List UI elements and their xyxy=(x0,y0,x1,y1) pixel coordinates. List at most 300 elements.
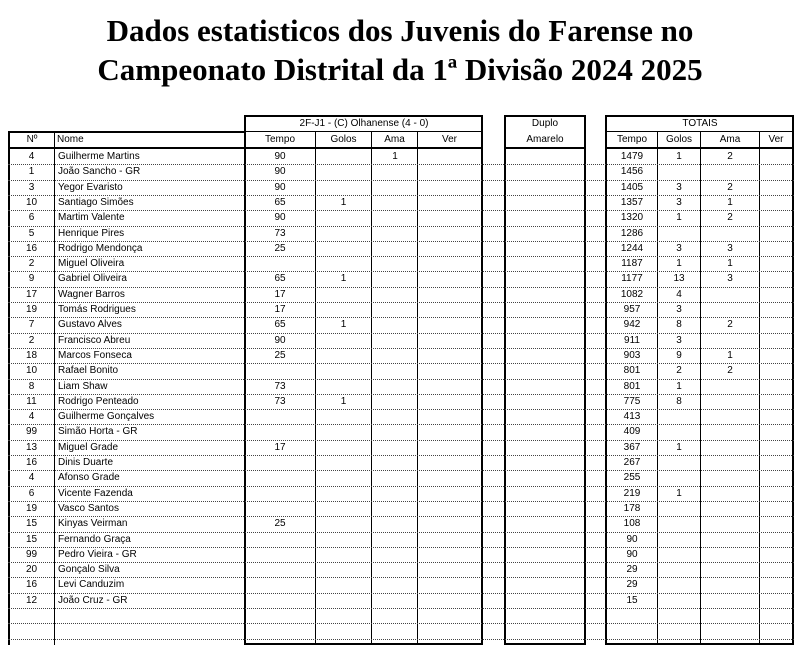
cell-tempo xyxy=(246,409,314,424)
game-title-header: 2F-J1 - (C) Olhanense (4 - 0) xyxy=(299,118,429,129)
name-header: Nome xyxy=(57,134,84,145)
cell-name: Yegor Evaristo xyxy=(58,182,123,193)
cell-num: 10 xyxy=(25,197,38,208)
cell-t-golos xyxy=(658,516,700,531)
cell-t-tempo: 29 xyxy=(626,564,638,575)
num-header: Nº xyxy=(26,134,38,145)
cell-ama xyxy=(373,547,417,562)
cell-t-ama xyxy=(701,455,759,470)
cell-num: 3 xyxy=(28,182,35,193)
cell-ama xyxy=(373,241,417,256)
cell-num: 12 xyxy=(25,595,38,606)
cell-tempo: 73 xyxy=(274,396,286,407)
cell-num: 2 xyxy=(28,335,35,346)
cell-ama xyxy=(373,195,417,210)
cell-ver xyxy=(419,195,481,210)
cell-tempo xyxy=(246,532,314,547)
cell-ama xyxy=(373,164,417,179)
cell-tempo: 17 xyxy=(274,442,286,453)
cell-tempo xyxy=(246,562,314,577)
cell-ama xyxy=(373,501,417,516)
cell-golos xyxy=(316,532,371,547)
cell-t-golos: 4 xyxy=(676,289,682,300)
cell-name: Miguel Grade xyxy=(58,442,119,453)
cell-tempo: 90 xyxy=(274,212,286,223)
cell-t-ama xyxy=(701,333,759,348)
cell-t-tempo: 1177 xyxy=(621,273,643,284)
cell-t-ama xyxy=(701,593,759,608)
cell-golos: 1 xyxy=(340,319,347,330)
cell-golos: 1 xyxy=(340,396,347,407)
cell-t-tempo: 29 xyxy=(626,579,638,590)
cell-t-ver xyxy=(760,440,792,455)
cell-name: Guilherme Gonçalves xyxy=(58,411,155,422)
cell-ama xyxy=(373,532,417,547)
cell-tempo: 17 xyxy=(274,304,286,315)
totais-golos-header: Golos xyxy=(665,134,693,145)
cell-t-ama xyxy=(701,516,759,531)
cell-t-ver xyxy=(760,379,792,394)
cell-t-ver xyxy=(760,547,792,562)
cell-t-golos: 3 xyxy=(676,243,682,254)
cell-golos: 1 xyxy=(340,197,347,208)
cell-t-tempo: 219 xyxy=(623,488,641,499)
cell-t-golos: 1 xyxy=(676,258,682,269)
cell-golos xyxy=(316,333,371,348)
cell-golos xyxy=(316,409,371,424)
cell-num: 20 xyxy=(25,564,38,575)
cell-golos xyxy=(316,363,371,378)
totais-tempo-header: Tempo xyxy=(616,134,647,145)
cell-ama xyxy=(373,562,417,577)
cell-name: Rodrigo Mendonça xyxy=(58,243,143,254)
cell-golos xyxy=(316,486,371,501)
cell-t-ama xyxy=(701,424,759,439)
cell-num: 4 xyxy=(28,151,35,162)
cell-ver xyxy=(419,271,481,286)
cell-t-ver xyxy=(760,195,792,210)
cell-t-ver xyxy=(760,577,792,592)
cell-golos xyxy=(316,455,371,470)
cell-t-ama: 2 xyxy=(727,151,733,162)
cell-t-ver xyxy=(760,287,792,302)
cell-ver xyxy=(419,164,481,179)
cell-name: Levi Canduzim xyxy=(58,579,125,590)
cell-t-ver xyxy=(760,532,792,547)
cell-t-ver xyxy=(760,593,792,608)
cell-golos xyxy=(316,547,371,562)
amarelo-header: Amarelo xyxy=(526,134,564,145)
cell-ver xyxy=(419,226,481,241)
cell-t-ver xyxy=(760,226,792,241)
row-separator xyxy=(8,639,794,640)
cell-tempo: 65 xyxy=(274,319,286,330)
cell-tempo: 73 xyxy=(274,381,286,392)
cell-tempo: 65 xyxy=(274,273,286,284)
cell-t-golos xyxy=(658,593,700,608)
cell-t-ama xyxy=(701,164,759,179)
cell-name: Guilherme Martins xyxy=(58,151,140,162)
cell-num: 16 xyxy=(25,579,38,590)
cell-t-ver xyxy=(760,271,792,286)
cell-t-ver xyxy=(760,302,792,317)
cell-ama xyxy=(373,379,417,394)
cell-tempo: 17 xyxy=(274,289,286,300)
cell-name: Dinis Duarte xyxy=(58,457,114,468)
cell-t-tempo: 1320 xyxy=(620,212,644,223)
cell-golos xyxy=(316,440,371,455)
cell-ama xyxy=(373,394,417,409)
cell-t-ama: 1 xyxy=(727,258,733,269)
cell-ama xyxy=(373,486,417,501)
cell-t-ver xyxy=(760,180,792,195)
cell-name: João Sancho - GR xyxy=(58,166,141,177)
cell-t-ama xyxy=(701,470,759,485)
cell-ver xyxy=(419,379,481,394)
ver-header: Ver xyxy=(441,134,457,145)
cell-tempo xyxy=(246,593,314,608)
cell-t-tempo: 942 xyxy=(623,319,641,330)
cell-ama xyxy=(373,333,417,348)
cell-t-ama xyxy=(701,226,759,241)
cell-num: 4 xyxy=(28,411,35,422)
cell-name: Vicente Fazenda xyxy=(58,488,133,499)
cell-t-tempo: 1187 xyxy=(621,258,643,269)
cell-tempo xyxy=(246,363,314,378)
cell-num: 16 xyxy=(25,243,38,254)
cell-t-ama: 2 xyxy=(727,319,733,330)
cell-tempo xyxy=(246,501,314,516)
cell-golos xyxy=(316,180,371,195)
cell-t-ver xyxy=(760,409,792,424)
cell-num: 19 xyxy=(25,304,38,315)
cell-name: Simão Horta - GR xyxy=(58,426,138,437)
cell-t-ama xyxy=(701,532,759,547)
game-col-divider xyxy=(417,132,418,645)
cell-golos xyxy=(316,516,371,531)
cell-t-tempo: 409 xyxy=(623,426,641,437)
cell-ver xyxy=(419,409,481,424)
cell-t-ama xyxy=(701,409,759,424)
cell-t-tempo: 367 xyxy=(623,442,641,453)
cell-ver xyxy=(419,424,481,439)
cell-ver xyxy=(419,547,481,562)
cell-tempo: 25 xyxy=(274,243,286,254)
cell-t-ama xyxy=(701,440,759,455)
totais-ver-header: Ver xyxy=(768,134,784,145)
cell-golos: 1 xyxy=(340,273,347,284)
cell-t-ama: 3 xyxy=(727,243,733,254)
cell-name: Wagner Barros xyxy=(58,289,125,300)
cell-t-tempo: 1286 xyxy=(620,228,644,239)
cell-ver xyxy=(419,593,481,608)
game-title-rule xyxy=(244,131,483,132)
cell-ama xyxy=(373,455,417,470)
cell-t-ama: 3 xyxy=(727,273,733,284)
cell-t-ama xyxy=(701,486,759,501)
cell-t-ver xyxy=(760,562,792,577)
cell-t-tempo: 90 xyxy=(626,549,638,560)
cell-t-golos: 1 xyxy=(676,212,682,223)
cell-t-ama xyxy=(701,562,759,577)
cell-ama xyxy=(373,302,417,317)
cell-ama xyxy=(373,271,417,286)
cell-ver xyxy=(419,394,481,409)
cell-tempo: 90 xyxy=(274,335,286,346)
cell-name: Henrique Pires xyxy=(58,228,125,239)
cell-name: Liam Shaw xyxy=(58,381,108,392)
cell-num: 99 xyxy=(25,426,38,437)
cell-ver xyxy=(419,562,481,577)
cell-t-golos: 3 xyxy=(676,197,682,208)
cell-t-golos: 1 xyxy=(676,381,682,392)
cell-t-golos: 8 xyxy=(676,396,682,407)
cell-t-ama xyxy=(701,547,759,562)
cell-golos xyxy=(316,287,371,302)
cell-tempo xyxy=(246,577,314,592)
cell-num: 19 xyxy=(25,503,38,514)
cell-ama xyxy=(373,577,417,592)
game-col-divider xyxy=(371,132,372,645)
cell-t-golos: 1 xyxy=(676,442,682,453)
cell-ama: 1 xyxy=(392,151,398,162)
cell-tempo: 25 xyxy=(274,350,286,361)
cell-num: 7 xyxy=(28,319,35,330)
cell-ver xyxy=(419,440,481,455)
cell-golos xyxy=(316,424,371,439)
cell-ver xyxy=(419,333,481,348)
golos-header: Golos xyxy=(330,134,357,145)
cell-ama xyxy=(373,440,417,455)
num-name-divider xyxy=(54,131,55,645)
cell-golos xyxy=(316,302,371,317)
page-title-line-2: Campeonato Distrital da 1ª Divisão 2024 2025 xyxy=(97,52,703,87)
cell-t-golos xyxy=(658,164,700,179)
cell-t-ver xyxy=(760,516,792,531)
cell-tempo xyxy=(246,424,314,439)
cell-tempo: 73 xyxy=(274,228,286,239)
duplo-header-rule xyxy=(504,147,586,149)
cell-t-golos xyxy=(658,577,700,592)
cell-t-ama: 2 xyxy=(727,212,733,223)
cell-num: 99 xyxy=(25,549,38,560)
cell-t-golos xyxy=(658,501,700,516)
cell-t-golos xyxy=(658,547,700,562)
cell-name: Francisco Abreu xyxy=(58,335,131,346)
cell-num: 13 xyxy=(25,442,38,453)
cell-t-ama: 1 xyxy=(727,350,733,361)
cell-t-tempo: 801 xyxy=(623,365,641,376)
cell-t-golos: 3 xyxy=(676,335,682,346)
cell-t-ver xyxy=(760,394,792,409)
cell-ver xyxy=(419,302,481,317)
cell-t-golos xyxy=(658,409,700,424)
cell-num: 5 xyxy=(28,228,35,239)
duplo-header: Duplo xyxy=(531,118,559,129)
cell-ama xyxy=(373,470,417,485)
tempo-header: Tempo xyxy=(264,134,295,145)
cell-name: Marcos Fonseca xyxy=(58,350,132,361)
cell-tempo xyxy=(246,547,314,562)
cell-ama xyxy=(373,256,417,271)
cell-t-ama xyxy=(701,501,759,516)
cell-num: 9 xyxy=(28,273,35,284)
cell-ver xyxy=(419,486,481,501)
cell-tempo: 90 xyxy=(274,151,286,162)
cell-ver xyxy=(419,210,481,225)
cell-t-tempo: 413 xyxy=(623,411,641,422)
cell-name: Vasco Santos xyxy=(58,503,119,514)
page-title-line-1: Dados estatisticos dos Juvenis do Farense no xyxy=(106,13,694,48)
ama-header: Ama xyxy=(384,134,405,145)
cell-ama xyxy=(373,424,417,439)
row-separator xyxy=(8,623,794,624)
cell-name: João Cruz - GR xyxy=(58,595,128,606)
cell-t-tempo: 178 xyxy=(623,503,641,514)
cell-ama xyxy=(373,317,417,332)
cell-t-ama xyxy=(701,287,759,302)
cell-golos xyxy=(316,501,371,516)
cell-t-golos: 3 xyxy=(676,304,682,315)
cell-t-ver xyxy=(760,333,792,348)
cell-tempo xyxy=(246,256,314,271)
cell-t-ver xyxy=(760,210,792,225)
cell-ver xyxy=(419,363,481,378)
cell-t-golos: 2 xyxy=(676,365,682,376)
cell-t-tempo: 267 xyxy=(623,457,641,468)
cell-t-ver xyxy=(760,363,792,378)
cell-t-golos xyxy=(658,470,700,485)
cell-golos xyxy=(316,226,371,241)
cell-tempo xyxy=(246,455,314,470)
cell-t-ama: 1 xyxy=(727,197,733,208)
cell-golos xyxy=(316,164,371,179)
cell-t-ama xyxy=(701,577,759,592)
cell-num: 11 xyxy=(26,396,37,407)
cell-t-golos: 9 xyxy=(676,350,682,361)
cell-t-golos xyxy=(658,226,700,241)
cell-ver xyxy=(419,348,481,363)
cell-ver xyxy=(419,180,481,195)
cell-golos xyxy=(316,149,371,164)
cell-ver xyxy=(419,516,481,531)
cell-t-tempo: 90 xyxy=(626,534,638,545)
cell-num: 18 xyxy=(25,350,38,361)
cell-t-golos: 1 xyxy=(676,488,682,499)
cell-t-golos: 13 xyxy=(673,273,685,284)
cell-ver xyxy=(419,577,481,592)
cell-t-ver xyxy=(760,486,792,501)
cell-ama xyxy=(373,226,417,241)
cell-t-ama xyxy=(701,379,759,394)
cell-num: 6 xyxy=(28,488,35,499)
cell-ver xyxy=(419,470,481,485)
cell-num: 1 xyxy=(28,166,35,177)
cell-t-tempo: 1479 xyxy=(620,151,644,162)
cell-t-tempo: 1244 xyxy=(620,243,644,254)
cell-golos xyxy=(316,348,371,363)
cell-name: Gustavo Alves xyxy=(58,319,122,330)
cell-t-ver xyxy=(760,501,792,516)
cell-name: Rafael Bonito xyxy=(58,365,119,376)
cell-t-tempo: 1405 xyxy=(620,182,644,193)
cell-tempo xyxy=(246,470,314,485)
cell-t-ver xyxy=(760,149,792,164)
cell-t-tempo: 957 xyxy=(623,304,641,315)
cell-t-tempo: 1456 xyxy=(620,166,644,177)
cell-t-ama xyxy=(701,394,759,409)
cell-t-tempo: 15 xyxy=(626,595,638,606)
cell-golos xyxy=(316,379,371,394)
cell-tempo: 65 xyxy=(274,197,286,208)
cell-name: Pedro Vieira - GR xyxy=(58,549,137,560)
cell-ver xyxy=(419,501,481,516)
cell-t-tempo: 255 xyxy=(623,472,641,483)
cell-ama xyxy=(373,287,417,302)
cell-t-tempo: 775 xyxy=(623,396,641,407)
cell-golos xyxy=(316,210,371,225)
cell-t-ver xyxy=(760,317,792,332)
cell-num: 6 xyxy=(28,212,35,223)
cell-ver xyxy=(419,241,481,256)
cell-t-ver xyxy=(760,470,792,485)
cell-golos xyxy=(316,241,371,256)
cell-ama xyxy=(373,516,417,531)
cell-num: 15 xyxy=(25,534,38,545)
cell-golos xyxy=(316,593,371,608)
cell-ama xyxy=(373,348,417,363)
cell-ama xyxy=(373,593,417,608)
cell-t-tempo: 1082 xyxy=(620,289,644,300)
cell-golos xyxy=(316,577,371,592)
cell-tempo: 25 xyxy=(274,518,286,529)
cell-name: Rodrigo Penteado xyxy=(58,396,139,407)
cell-t-tempo: 801 xyxy=(623,381,641,392)
cell-t-golos xyxy=(658,562,700,577)
cell-num: 8 xyxy=(28,381,35,392)
cell-ama xyxy=(373,409,417,424)
cell-ver xyxy=(419,256,481,271)
cell-name: Kinyas Veirman xyxy=(58,518,128,529)
cell-ver xyxy=(419,317,481,332)
cell-ver xyxy=(419,287,481,302)
cell-t-golos: 8 xyxy=(676,319,682,330)
cell-tempo xyxy=(246,486,314,501)
cell-t-tempo: 911 xyxy=(624,335,640,346)
cell-ama xyxy=(373,180,417,195)
cell-t-ver xyxy=(760,348,792,363)
cell-t-ver xyxy=(760,241,792,256)
cell-t-ama: 2 xyxy=(727,182,733,193)
cell-t-ver xyxy=(760,424,792,439)
cell-t-tempo: 108 xyxy=(623,518,641,529)
cell-t-golos: 3 xyxy=(676,182,682,193)
cell-ama xyxy=(373,210,417,225)
cell-t-golos xyxy=(658,424,700,439)
cell-name: Martim Valente xyxy=(58,212,125,223)
cell-tempo: 90 xyxy=(274,182,286,193)
cell-t-ama: 2 xyxy=(727,365,733,376)
cell-tempo: 90 xyxy=(274,166,286,177)
cell-t-golos xyxy=(658,532,700,547)
cell-t-ver xyxy=(760,164,792,179)
cell-t-tempo: 903 xyxy=(623,350,641,361)
cell-num: 2 xyxy=(28,258,35,269)
cell-num: 16 xyxy=(25,457,38,468)
cell-golos xyxy=(316,256,371,271)
cell-num: 10 xyxy=(25,365,38,376)
left-top-rule xyxy=(8,131,245,133)
